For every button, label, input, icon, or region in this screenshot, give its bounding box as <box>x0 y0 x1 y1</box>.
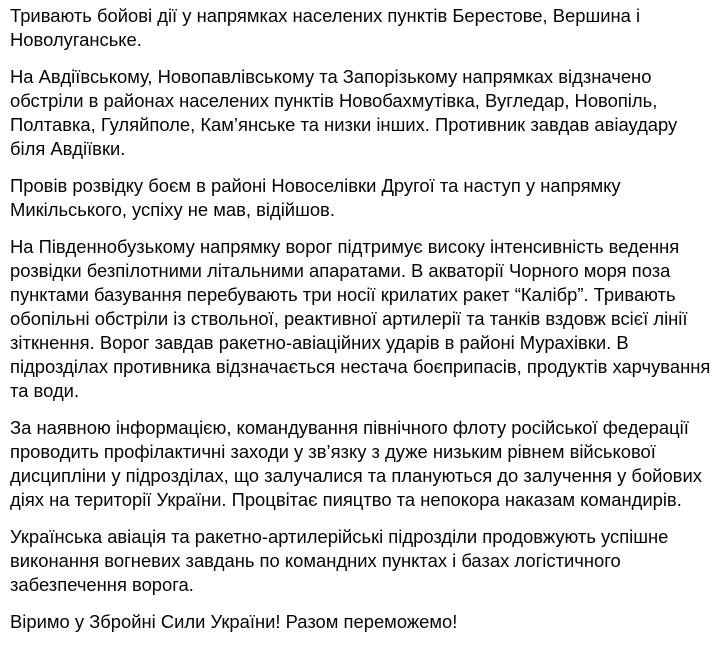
paragraph-northern-fleet: За наявною інформацією, командування північного флоту російської федерації проводить профілактичні заходи у зв’язку з дуже низьким рівнем військової дисципліни у підрозділах, що залучалися та плануються до залучення у бойових діях на території України. Процвітає пияцтво та непокора наказам командирів. <box>10 417 702 510</box>
paragraph-ukrainian-aviation: Українська авіація та ракетно-артилерійські підрозділи продовжують успішне виконання вогневих завдань по командних пунктах і базах логістичного забезпечення ворога. <box>10 526 669 595</box>
paragraph-shelling-areas: На Авдіївському, Новопавлівському та Запорізькому напрямках відзначено обстріли в районах населених пунктів Новобахмутівка, Вугледар, Новопіль, Полтавка, Гуляйполе, Кам’янське та низки інших. Противник завдав авіаудару біля Авдіївки. <box>10 66 678 159</box>
paragraph-reconnaissance: Провів розвідку боєм в районі Новоселівки Другої та наступ у напрямку Микільського, успіху не мав, відійшов. <box>10 175 621 220</box>
paragraph-combat-directions: Тривають бойові дії у напрямках населених пунктів Берестове, Вершина і Новолуганське. <box>10 5 641 50</box>
paragraph-south-buh-direction: На Південнобузькому напрямку ворог підтримує високу інтенсивність ведення розвідки безпілотними літальними апаратами. В акваторії Чорного моря поза пунктами базування перебувають три носії крилатих ракет “Калібр”. Тривають обопільні обстріли із ствольної, реактивної артилерії та танків вздовж всієї лінії зіткнення. Ворог завдав ракетно-авіаційних ударів в районі Мурахівки. В підрозділах противника відзначається нестача боєприпасів, продуктів харчування та води. <box>10 236 711 401</box>
paragraph-closing-statement: Віримо у Збройні Сили України! Разом переможемо! <box>10 611 458 632</box>
